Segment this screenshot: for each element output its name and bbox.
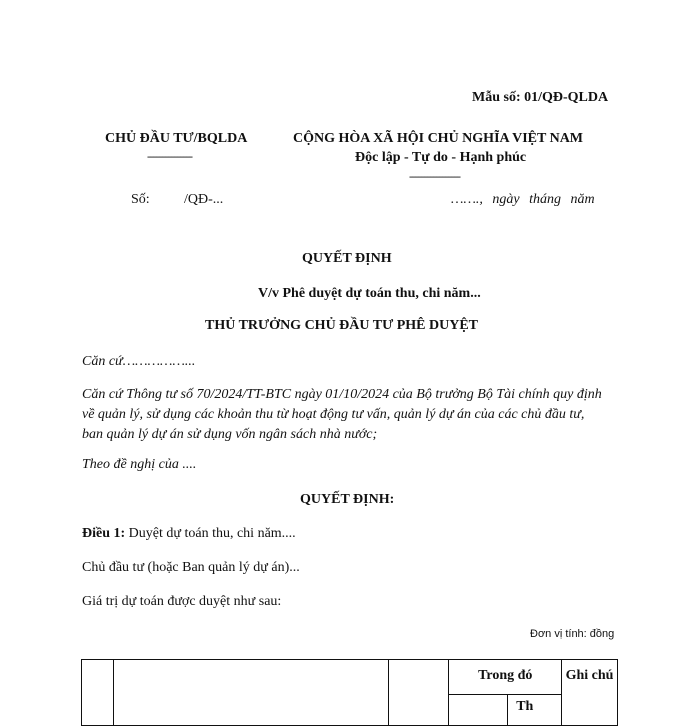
proposal-line: Theo đề nghị của .... [82, 457, 197, 472]
date-line: ……., ngày tháng năm [451, 192, 595, 207]
article-1-text: Duyệt dự toán thu, chi năm.... [125, 526, 296, 541]
issuing-org-divider: --------------- [147, 149, 192, 163]
article-1 [82, 526, 296, 542]
table-header-row [82, 660, 618, 695]
table-cell [388, 660, 449, 726]
article-1-label: Điều 1: [82, 526, 126, 541]
document-title: QUYẾT ĐỊNH [302, 251, 392, 266]
decision-number-label: Số: [131, 192, 150, 207]
table-cell [113, 660, 388, 726]
decision-number-code: /QĐ-... [184, 192, 224, 207]
currency-unit: Đơn vị tính: đồng [530, 628, 615, 640]
legal-basis-2: Căn cứ Thông tư số 70/2024/TT-BTC ngày 01/10/2024 của Bộ trưởng Bộ Tài chính quy định về quản lý, sử dụng các khoản thu từ hoạt động tư vấn, quản lý dự án của các chủ đầu tư, ban quản lý dự án sử dụng vốn ngân sách nhà nước; [82, 387, 602, 442]
motto-divider: ----------------- [409, 169, 460, 183]
budget-table [81, 659, 618, 726]
legal-basis-1: Căn cứ……………... [82, 354, 196, 369]
national-motto: Độc lập - Tự do - Hạnh phúc [355, 150, 527, 165]
nation-title: CỘNG HÒA XÃ HỘI CHỦ NGHĨA VIỆT NAM [293, 131, 584, 146]
investor-line: Chủ đầu tư (hoặc Ban quản lý dự án)... [82, 560, 300, 575]
document-subject: V/v Phê duyệt dự toán thu, chi năm... [258, 286, 481, 301]
note-header: Ghi chú [562, 660, 618, 726]
form-number: Mẫu số: 01/QĐ-QLDA [472, 90, 609, 105]
approving-authority: THỦ TRƯỞNG CHỦ ĐẦU TƯ PHÊ DUYỆT [205, 318, 479, 333]
table-cell [82, 660, 114, 726]
table-cell [449, 695, 508, 726]
issuing-org: CHỦ ĐẦU TƯ/BQLDA [105, 131, 248, 146]
decision-heading: QUYẾT ĐỊNH: [300, 492, 395, 507]
in-which-header: Trong đó [449, 660, 562, 695]
approved-value-line: Giá trị dự toán được duyệt như sau: [82, 594, 282, 609]
sub-col-header: Th [508, 695, 562, 726]
